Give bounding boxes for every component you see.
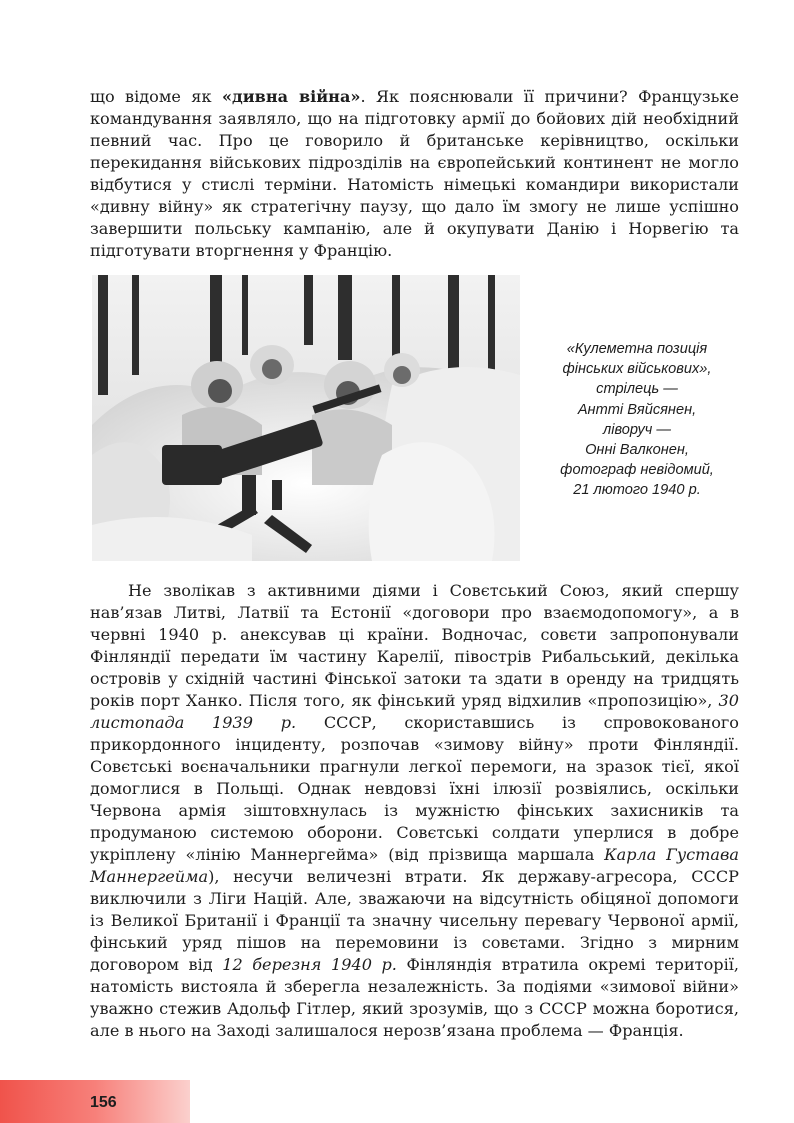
text-run: СССР, скориставшись із спровокованого прикордонного інциденту, розпочав «зимову війну» проти Фінляндії. Совєтські воєначальники прагнули легкої перемоги, на зразок тієї, якої домоглися в Польщі. Однак невдовзі їхні ілюзії розвіялись, оскільки Червона армія зіштовхнулась із мужністю фінських захисників та продуманою системою оборони. Совєтські солдати уперлися в добре укріплену «лінію Маннергейма» (від прізвища маршала [90, 713, 740, 864]
caption-line: «Кулеметна позиція [566, 341, 708, 357]
photo-illustration [92, 275, 520, 561]
paragraph-intro [90, 86, 739, 262]
paragraph-winter-war [90, 580, 739, 1042]
caption-line: ліворуч — [602, 421, 672, 438]
text-run: Фінляндія втратила окремі території, натомість вистояла й зберегла незалежність. За подіями «зимової війни» уважно стежив Адольф Гітлер, який зрозумів, що з СССР можна боротися, але в нього на Заході залишалося нерозв’язана проблема — Франція. [90, 955, 739, 1040]
italic-date: 12 березня 1940 р. [222, 955, 397, 974]
text-run: . Як пояснювали її причини? Французьке командування заявляло, що на підготовку армії до бойових дій необхідний певний час. Про це говорило й британське керівництво, оскільки перекидання військових підрозділів на європейський континент не могло відбутися у стислі терміни. Натомість німецькі командири використали «дивну війну» як стратегічну паузу, що дало їм змогу не лише успішно завершити польську кампанію, але й окупувати Данію і Норвегію та підготувати вторгнення у Францію. [90, 87, 740, 260]
caption-line: стрілець — [596, 381, 678, 398]
text-run: що відоме як [90, 87, 222, 106]
photo-caption [533, 339, 741, 501]
page-number: 156 [90, 1094, 117, 1111]
italic-name: Карла Густава Маннергейма [90, 845, 739, 886]
photo-machine-gun-position [92, 275, 520, 561]
caption-line: 21 лютого 1940 р. [573, 482, 701, 499]
bold-term: «дивна війна» [221, 87, 361, 106]
italic-date: 30 листопада 1939 р. [90, 691, 739, 732]
caption-line: фотограф невідомий, [560, 462, 714, 479]
caption-line: Онні Валконен, [585, 442, 689, 459]
text-run: ), несучи величезні втрати. Як державу-агресора, СССР виключили з Ліги Націй. Але, зважаючи на відсутність обіцяної допомоги із Великої Британії і Франції та значну чисельну перевагу Червоної армії, фінський уряд пішов на перемовини із совєтами. Згідно з мирним договором від [90, 867, 739, 974]
text-run: Не зволікав з активними діями і Совєтський Союз, який спершу нав’язав Литві, Латвії та Естонії «договори про взаємодопомогу», а в червні 1940 р. анексував ці країни. Водночас, совєти запропонували Фінляндії передати їм частину Карелії, півострів Рибальський, декілька островів у східній частині Фінської затоки та здати в оренду на тридцять років порт Ханко. Після того, як фінський уряд відхилив «пропозицію», [90, 581, 739, 710]
caption-line: фінських військових», [562, 361, 712, 378]
caption-line: Антті Вяйсянен, [577, 401, 697, 418]
